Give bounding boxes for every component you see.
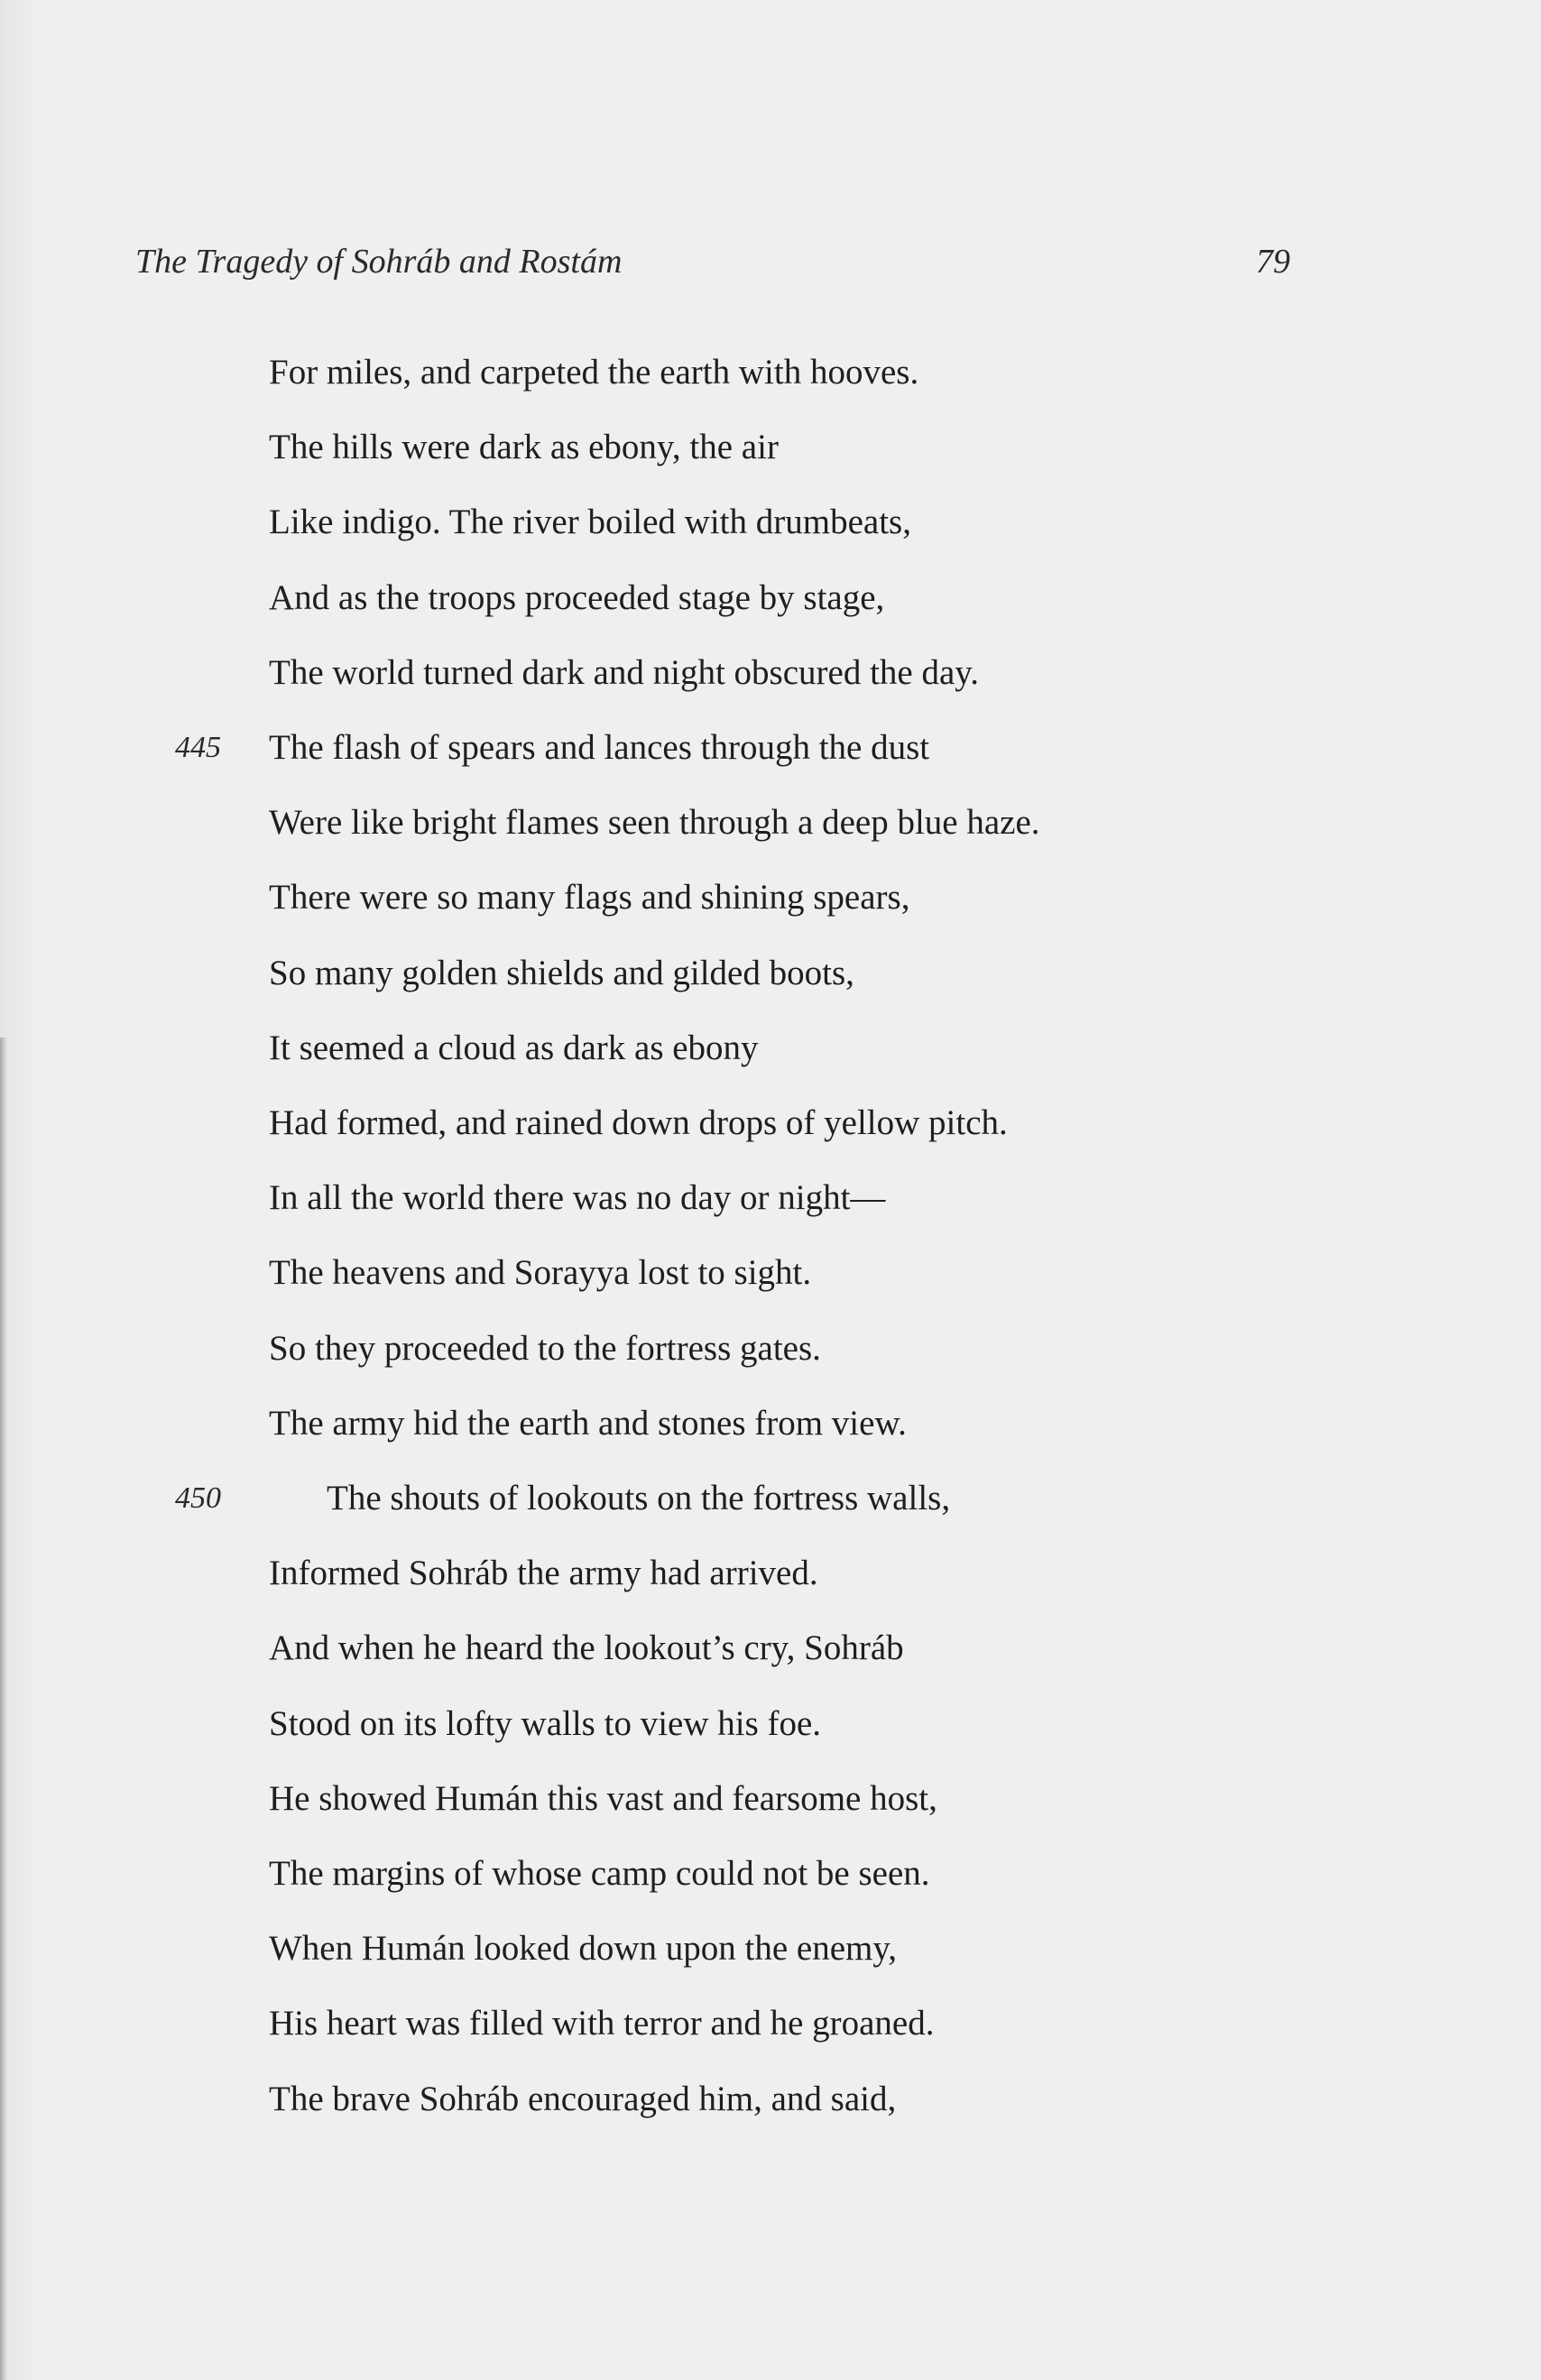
verse-line: The army hid the earth and stones from view. — [269, 1404, 907, 1443]
verse-line: So they proceeded to the fortress gates. — [269, 1329, 821, 1368]
verse-line: So many golden shields and gilded boots, — [269, 954, 854, 992]
verse-line: His heart was filled with terror and he groaned. — [269, 2004, 935, 2043]
verse-line: It seemed a cloud as dark as ebony — [269, 1029, 759, 1067]
verse-line: Were like bright flames seen through a deep blue haze. — [269, 803, 1040, 842]
verse-line: Informed Sohráb the army had arrived. — [269, 1554, 818, 1592]
verse-line: Stood on its lofty walls to view his foe. — [269, 1704, 822, 1743]
verse-line: The heavens and Sorayya lost to sight. — [269, 1253, 812, 1292]
running-head-title: The Tragedy of Sohráb and Rostám — [135, 243, 623, 281]
verse-line: And as the troops proceeded stage by stage, — [269, 578, 885, 617]
verse-line: The flash of spears and lances through the dust — [269, 728, 930, 767]
verse-line: For miles, and carpeted the earth with hooves. — [269, 353, 919, 392]
verse-line: The shouts of lookouts on the fortress walls, — [327, 1479, 951, 1517]
verse-line: There were so many flags and shining spears, — [269, 878, 910, 917]
verse-line: Like indigo. The river boiled with drumbeats, — [269, 503, 911, 541]
verse-line: The margins of whose camp could not be seen. — [269, 1854, 930, 1893]
verse-line: Had formed, and rained down drops of yellow pitch. — [269, 1103, 1008, 1142]
running-head — [135, 242, 1290, 296]
verse-line: And when he heard the lookout’s cry, Sohráb — [269, 1628, 904, 1667]
page-number: 79 — [1256, 243, 1290, 281]
verse-line: He showed Humán this vast and fearsome host, — [269, 1779, 937, 1818]
verse-line: The world turned dark and night obscured the day. — [269, 653, 979, 692]
verse-line: In all the world there was no day or night— — [269, 1178, 886, 1217]
verse-line: The brave Sohráb encouraged him, and said, — [269, 2080, 897, 2118]
verse-line: When Humán looked down upon the enemy, — [269, 1929, 898, 1968]
line-number: 450 — [175, 1481, 221, 1515]
line-number: 445 — [175, 731, 221, 764]
verse-line: The hills were dark as ebony, the air — [269, 428, 779, 466]
gutter-shadow — [0, 1038, 7, 2380]
